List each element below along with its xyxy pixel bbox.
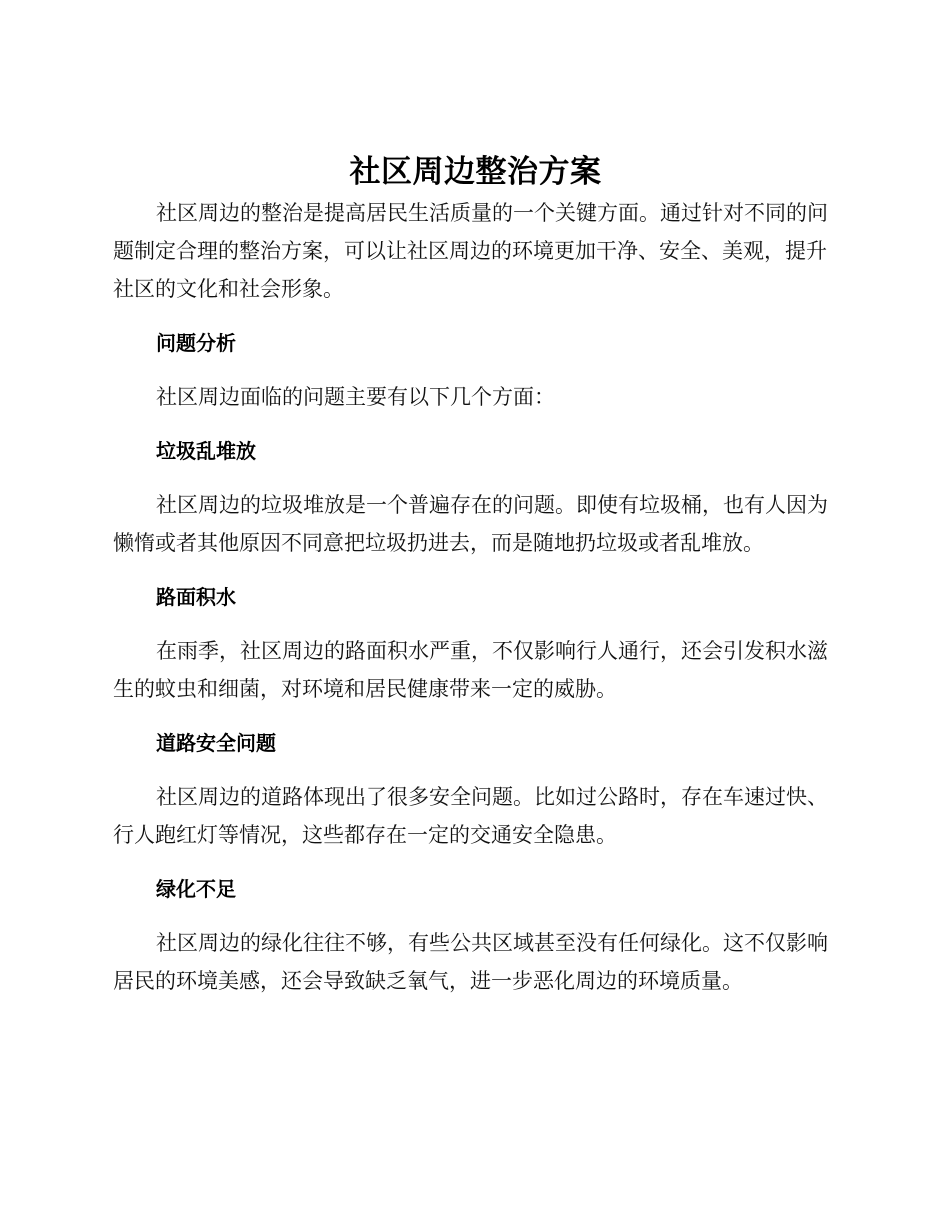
document-content (113, 150, 838, 1000)
section-heading-greening: 绿化不足 (156, 877, 236, 901)
section-heading-road-safety: 道路安全问题 (156, 731, 276, 755)
section-body-water: 在雨季，社区周边的路面积水严重，不仅影响行人通行，还会引发积水滋生的蚊虫和细菌，对环境和居民健康带来一定的威胁。 (113, 639, 828, 701)
section-heading-problem-analysis: 问题分析 (156, 331, 236, 355)
intro-paragraph: 社区周边的整治是提高居民生活质量的一个关键方面。通过针对不同的问题制定合理的整治方案，可以让社区周边的环境更加干净、安全、美观，提升社区的文化和社会形象。 (113, 201, 828, 301)
document-title: 社区周边整治方案 (349, 154, 602, 190)
section-body-greening: 社区周边的绿化往往不够，有些公共区域甚至没有任何绿化。这不仅影响居民的环境美感，还会导致缺乏氧气，进一步恶化周边的环境质量。 (113, 931, 828, 993)
section-heading-garbage: 垃圾乱堆放 (156, 439, 256, 463)
section-body-problem-analysis: 社区周边面临的问题主要有以下几个方面： (156, 385, 555, 409)
section-body-garbage: 社区周边的垃圾堆放是一个普遍存在的问题。即使有垃圾桶，也有人因为懒惰或者其他原因不同意把垃圾扔进去，而是随地扔垃圾或者乱堆放。 (113, 493, 828, 555)
section-heading-water: 路面积水 (156, 585, 236, 609)
section-body-road-safety: 社区周边的道路体现出了很多安全问题。比如过公路时，存在车速过快、行人跑红灯等情况，这些都存在一定的交通安全隐患。 (113, 785, 828, 847)
